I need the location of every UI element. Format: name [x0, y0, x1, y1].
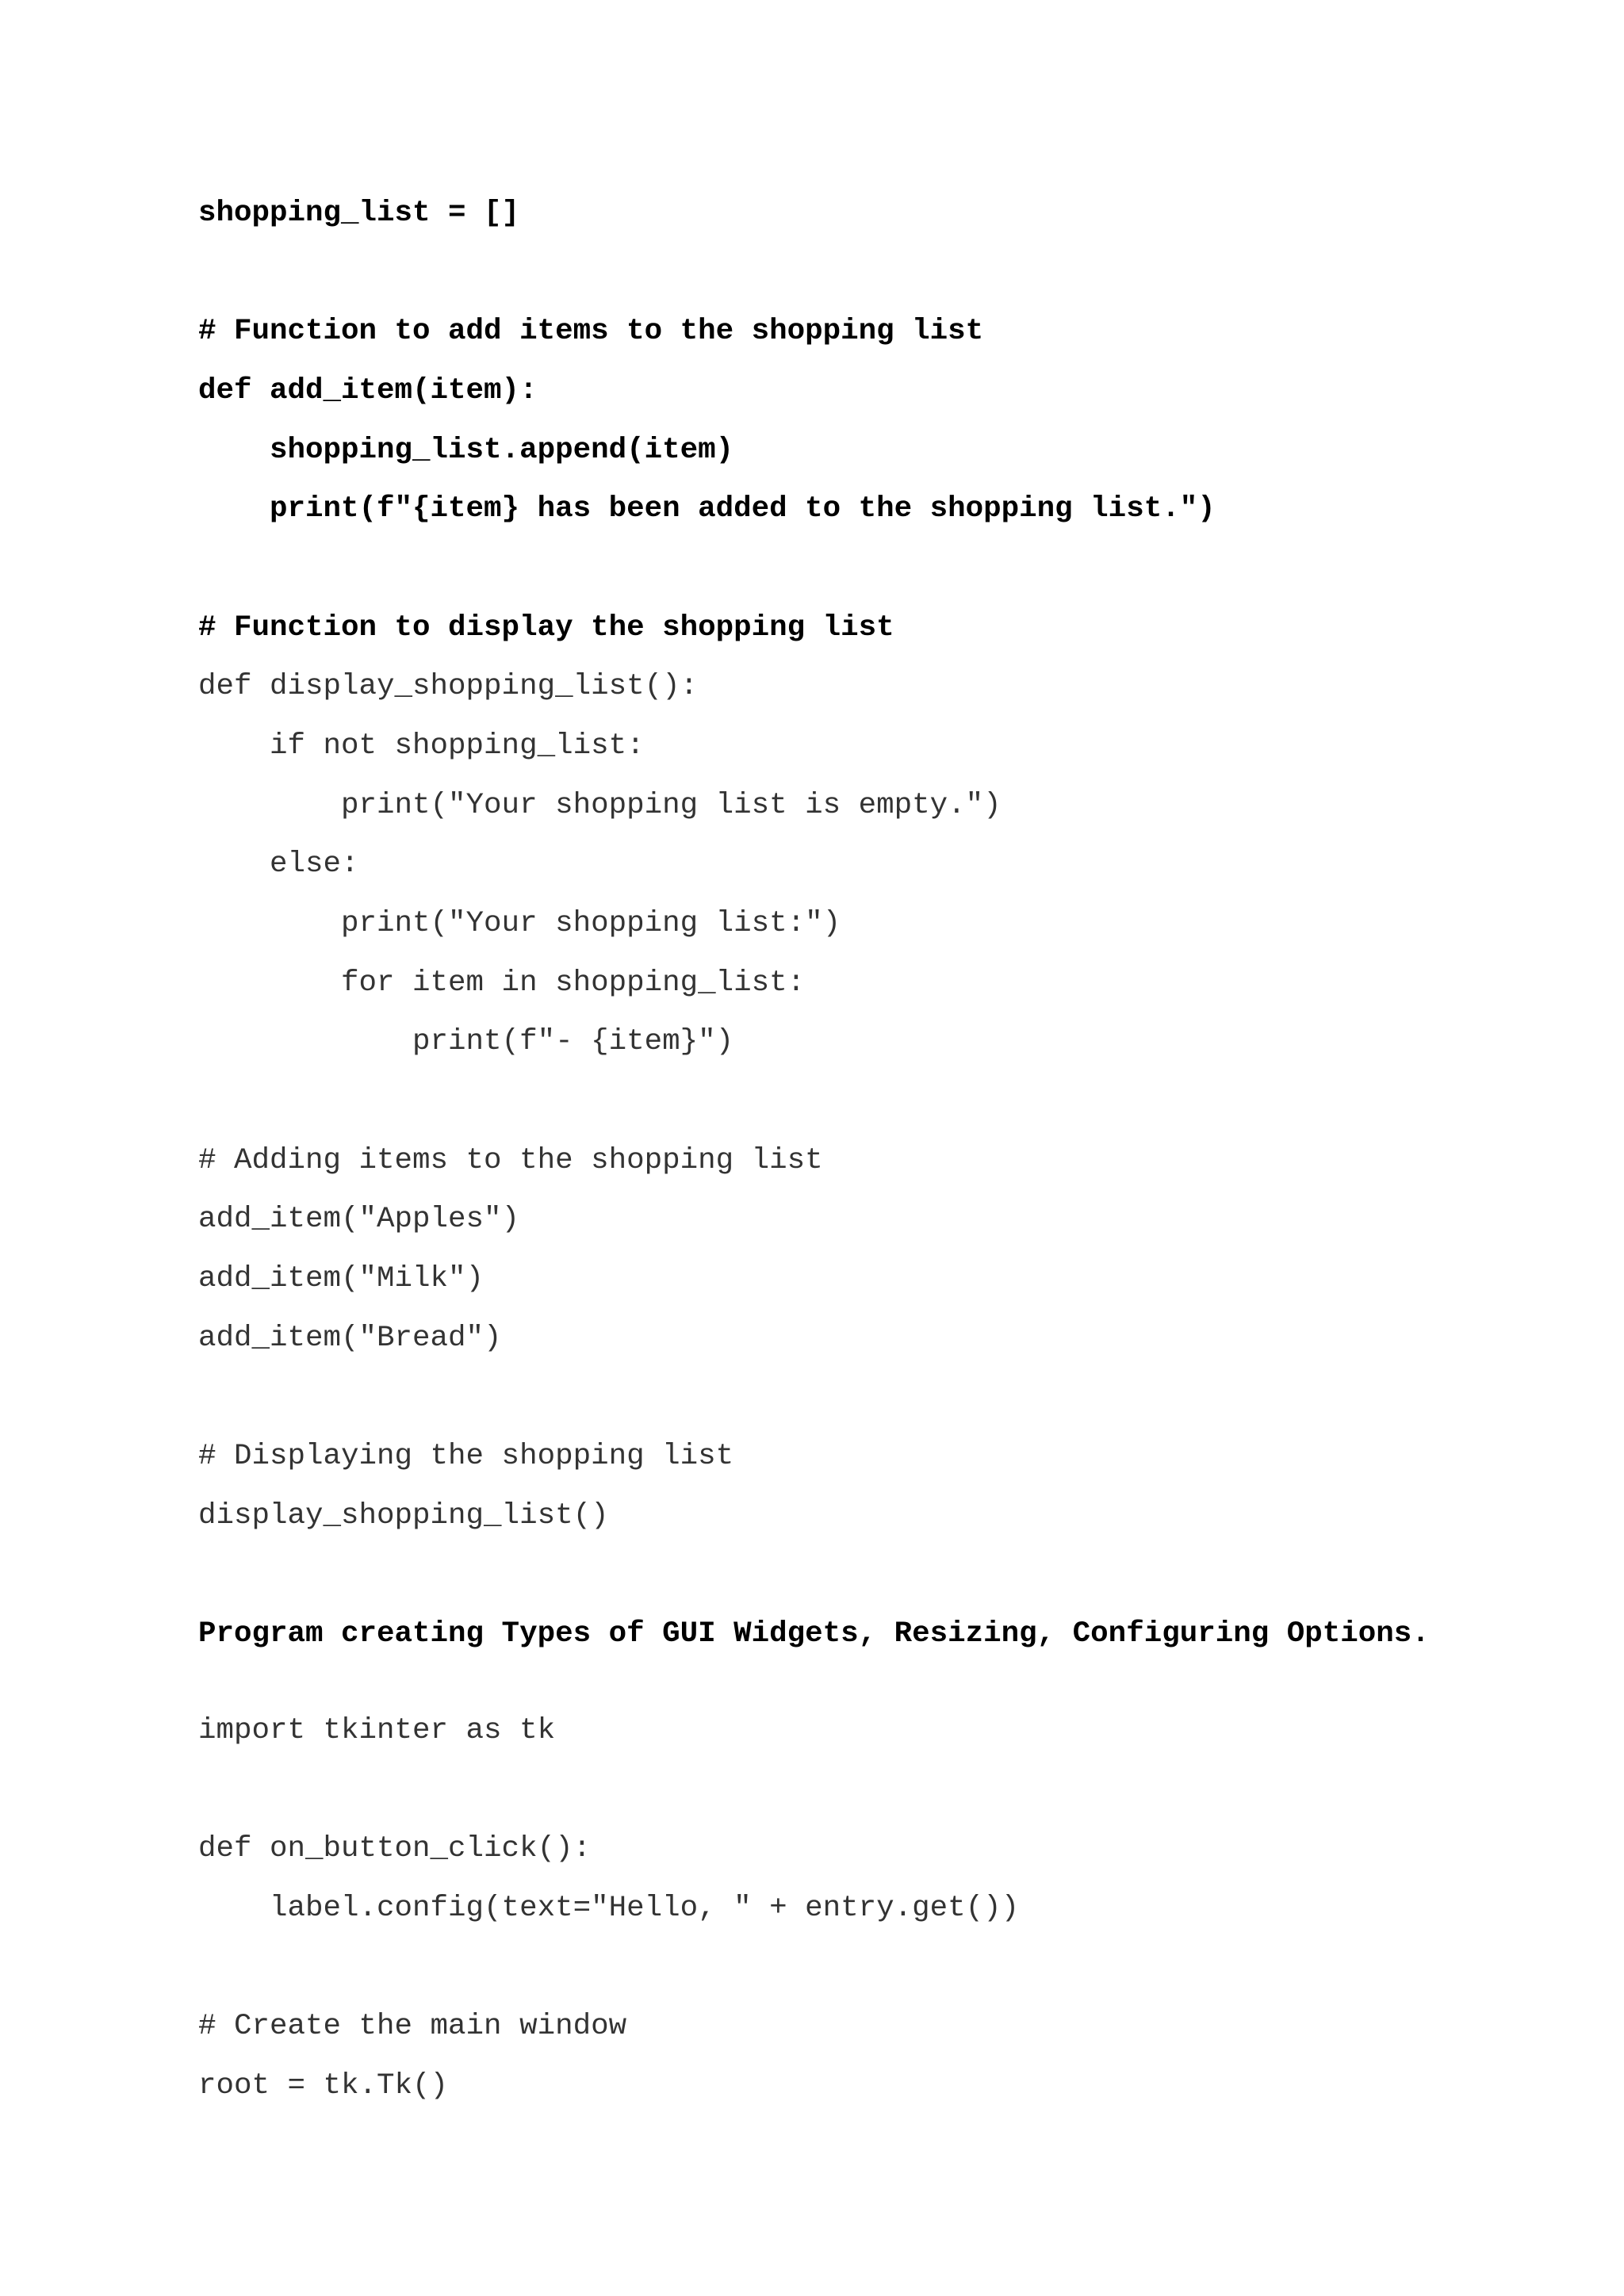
- code-line: root = tk.Tk(): [198, 2069, 449, 2103]
- section-heading: Program creating Types of GUI Widgets, Resizing, Configuring Options.: [198, 1617, 1430, 1651]
- code-line: def on_button_click():: [198, 1832, 592, 1866]
- code-line: add_item("Apples"): [198, 1203, 520, 1236]
- code-line: import tkinter as tk: [198, 1714, 556, 1747]
- code-comment: # Function to display the shopping list: [198, 611, 894, 645]
- code-line: add_item("Bread"): [198, 1322, 502, 1355]
- code-line: else:: [198, 848, 359, 881]
- code-comment: # Adding items to the shopping list: [198, 1144, 823, 1177]
- code-comment: # Function to add items to the shopping list: [198, 315, 984, 348]
- code-line: print(f"- {item}"): [198, 1025, 734, 1058]
- code-line: print(f"{item} has been added to the shopping list."): [198, 492, 1216, 526]
- code-line: def display_shopping_list():: [198, 670, 699, 703]
- code-line: def add_item(item):: [198, 374, 538, 408]
- code-line: label.config(text="Hello, " + entry.get()): [198, 1892, 1020, 1925]
- code-line: shopping_list = []: [198, 197, 520, 230]
- code-line: display_shopping_list(): [198, 1499, 609, 1533]
- code-line: print("Your shopping list:"): [198, 907, 841, 940]
- code-line: shopping_list.append(item): [198, 434, 734, 467]
- code-line: print("Your shopping list is empty."): [198, 789, 1002, 822]
- code-line: if not shopping_list:: [198, 729, 645, 763]
- code-line: add_item("Milk"): [198, 1262, 485, 1295]
- code-line: for item in shopping_list:: [198, 966, 806, 1000]
- code-comment: # Create the main window: [198, 2010, 627, 2043]
- code-comment: # Displaying the shopping list: [198, 1440, 734, 1473]
